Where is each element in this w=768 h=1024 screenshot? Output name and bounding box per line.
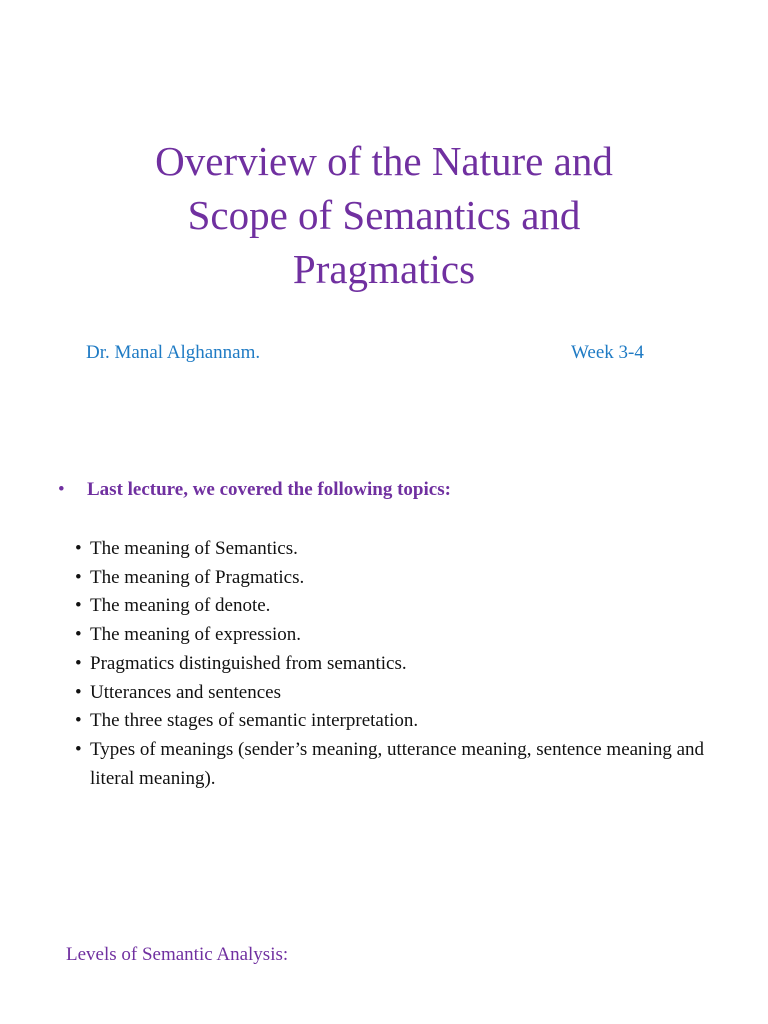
week-label: Week 3-4 [571, 342, 644, 363]
section-heading: Levels of Semantic Analysis: [66, 944, 289, 965]
topic-text: The meaning of denote. [90, 595, 271, 617]
bullet-icon: • [75, 595, 82, 617]
list-item [75, 535, 735, 564]
topics-list [75, 535, 735, 793]
title-line-3: Pragmatics [292, 246, 476, 292]
lead-bullet-item [58, 477, 451, 503]
bullet-icon: • [75, 681, 82, 703]
lead-text: Last lecture, we covered the following topics: [87, 479, 451, 500]
list-item [75, 679, 735, 708]
title-line-2: Scope of Semantics and [187, 192, 581, 238]
list-item [75, 650, 735, 679]
bullet-icon: • [58, 479, 65, 500]
bullet-icon: • [75, 652, 82, 674]
list-item [75, 592, 735, 621]
list-item [75, 564, 735, 593]
topic-text: Utterances and sentences [90, 681, 281, 703]
list-item [75, 621, 735, 650]
bullet-icon: • [75, 710, 82, 732]
topic-text: Pragmatics distinguished from semantics. [90, 652, 407, 674]
page-title [60, 134, 708, 296]
title-line-1: Overview of the Nature and [155, 138, 613, 184]
topic-text: The meaning of Pragmatics. [90, 566, 305, 588]
topic-text: The meaning of Semantics. [90, 538, 298, 559]
topic-text: Types of meanings (sender’s meaning, utterance meaning, sentence meaning and literal meaning). [90, 738, 705, 789]
topic-text: The three stages of semantic interpretation. [90, 710, 419, 732]
list-item [75, 707, 735, 736]
bullet-icon: • [75, 738, 82, 760]
bullet-icon: • [75, 624, 82, 646]
bullet-icon: • [75, 538, 82, 559]
list-item [75, 736, 735, 793]
author-name: Dr. Manal Alghannam. [86, 342, 261, 363]
topic-text: The meaning of expression. [90, 624, 302, 646]
bullet-icon: • [75, 566, 82, 588]
